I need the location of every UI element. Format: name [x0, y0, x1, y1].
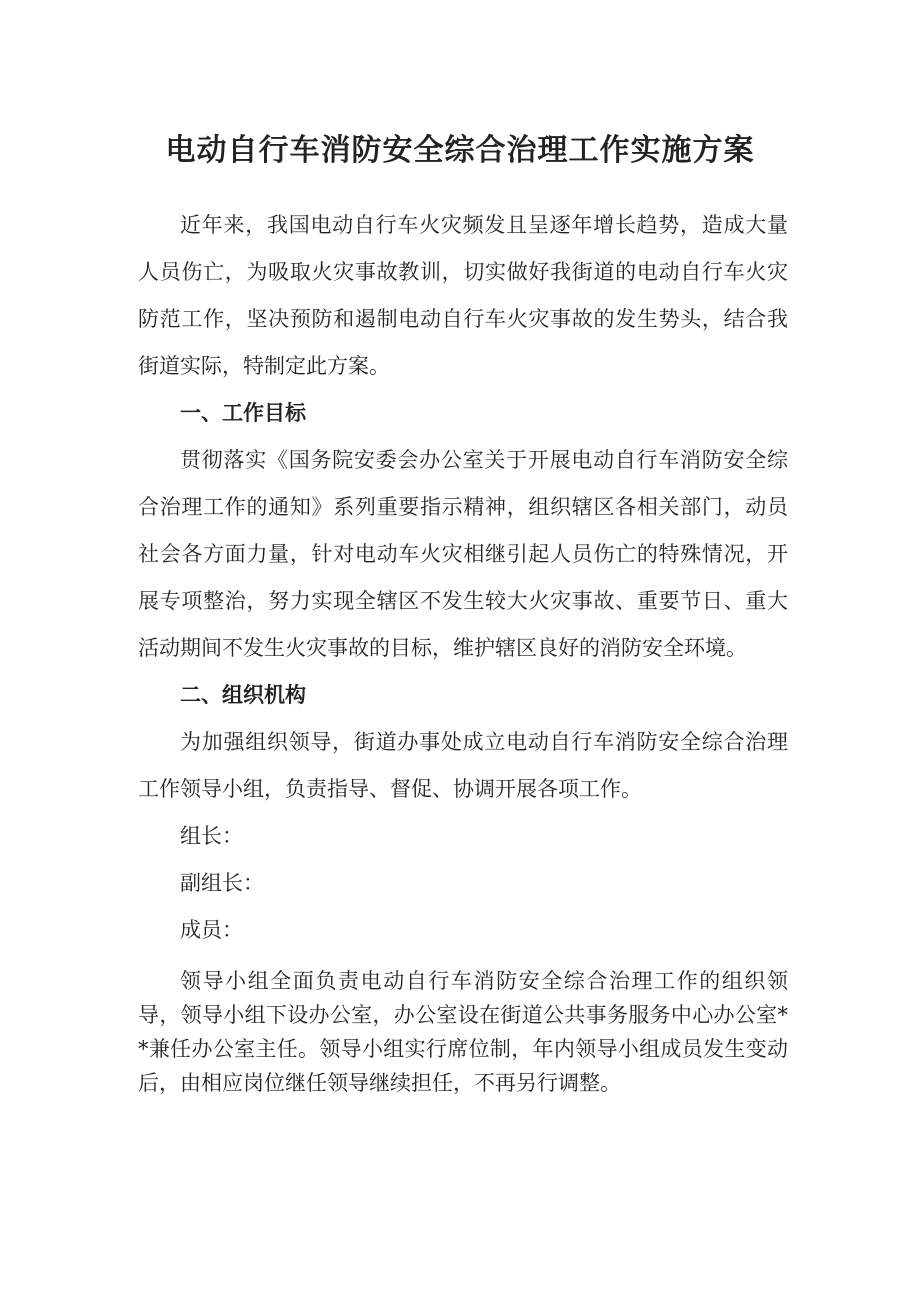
- leader-line: 组长：: [180, 824, 243, 848]
- organization-paragraph: 为加强组织领导，街道办事处成立电动自行车消防安全综合治理工作领导小组，负责指导、督促、协调开展各项工作。: [138, 730, 788, 801]
- section-heading-organization: 二、组织机构: [180, 683, 306, 707]
- deputy-leader-line: 副组长：: [180, 871, 264, 895]
- members-line: 成员：: [180, 918, 243, 942]
- document-body: [138, 202, 788, 1100]
- duty-paragraph: 领导小组全面负责电动自行车消防安全综合治理工作的组织领导，领导小组下设办公室，办公室设在街道公共事务服务中心办公室**兼任办公室主任。领导小组实行席位制，年内领导小组成员发生变动后，由相应岗位继任领导继续担任，不再另行调整。: [138, 969, 788, 1095]
- goals-paragraph: 贯彻落实《国务院安委会办公室关于开展电动自行车消防安全综合治理工作的通知》系列重要指示精神，组织辖区各相关部门，动员社会各方面力量，针对电动车火灾相继引起人员伤亡的特殊情况，开展专项整治，努力实现全辖区不发生较大火灾事故、重要节日、重大活动期间不发生火灾事故的目标，维护辖区良好的消防安全环境。: [138, 448, 788, 660]
- intro-paragraph: 近年来，我国电动自行车火灾频发且呈逐年增长趋势，造成大量人员伤亡，为吸取火灾事故教训，切实做好我街道的电动自行车火灾防范工作，坚决预防和遏制电动自行车火灾事故的发生势头，结合我街道实际，特制定此方案。: [138, 213, 788, 378]
- document-title: 电动自行车消防安全综合治理工作实施方案: [165, 133, 755, 168]
- section-heading-goals: 一、工作目标: [180, 401, 306, 425]
